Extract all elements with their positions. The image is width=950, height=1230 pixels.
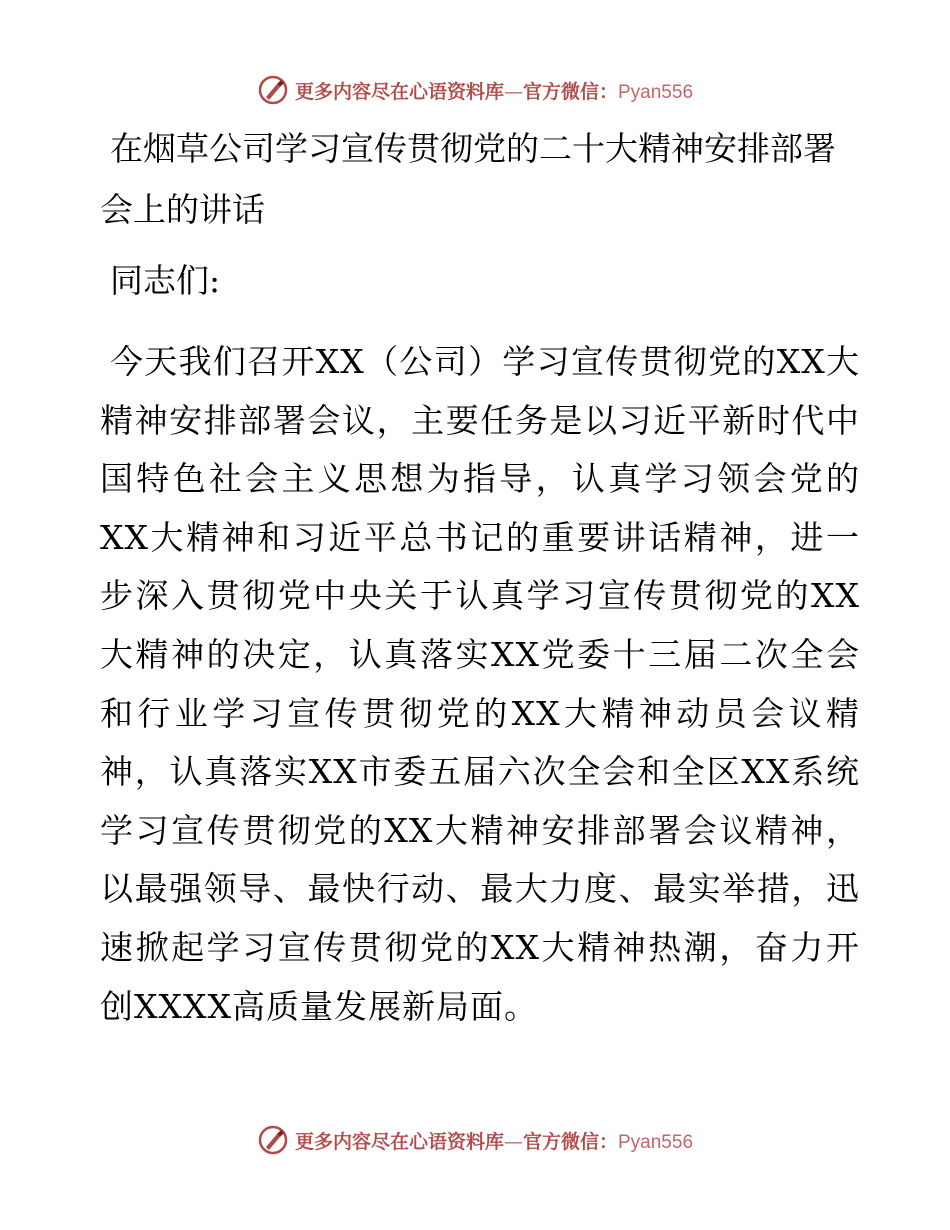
- watermark-slogan: 更多内容尽在心语资料库: [294, 1130, 504, 1153]
- footer-watermark: [0, 1120, 950, 1160]
- document-paragraph: 今天我们召开XX（公司）学习宣传贯彻党的XX大精神安排部署会议，主要任务是以习近平新时代中国特色社会主义思想为指导，认真学习领会党的XX大精神和习近平总书记的重要讲话精神，进一步深入贯彻党中央关于认真学习宣传贯彻党的XX大精神的决定，认真落实XX党委十三届二次全会和行业学习宣传贯彻党的XX大精神动员会议精神，认真落实XX市委五届六次全会和全区XX系统学习宣传贯彻党的XX大精神安排部署会议精神，以最强领导、最快行动、最大力度、最实举措，迅速掀起学习宣传贯彻党的XX大精神热潮，奋力开创XXXX高质量发展新局面。: [100, 342, 860, 1026]
- watermark-wechat-label: 官方微信：: [522, 1130, 618, 1153]
- watermark-text: [295, 77, 693, 104]
- pen-logo-icon: [257, 74, 289, 106]
- watermark-wechat-id: Pyan556: [618, 1131, 694, 1153]
- document-salutation: 同志们:: [110, 261, 221, 300]
- document-body: [100, 118, 860, 1036]
- watermark-wechat-id: Pyan556: [618, 81, 694, 103]
- watermark-separator: —: [503, 1130, 523, 1153]
- watermark-slogan: 更多内容尽在心语资料库: [294, 80, 504, 103]
- watermark-text: [295, 1127, 693, 1154]
- watermark-separator: —: [503, 80, 523, 103]
- header-watermark: [0, 70, 950, 110]
- watermark-wechat-label: 官方微信：: [522, 80, 618, 103]
- document-title: 在烟草公司学习宣传贯彻党的二十大精神安排部署会上的讲话: [100, 129, 836, 229]
- pen-logo-icon: [257, 1124, 289, 1156]
